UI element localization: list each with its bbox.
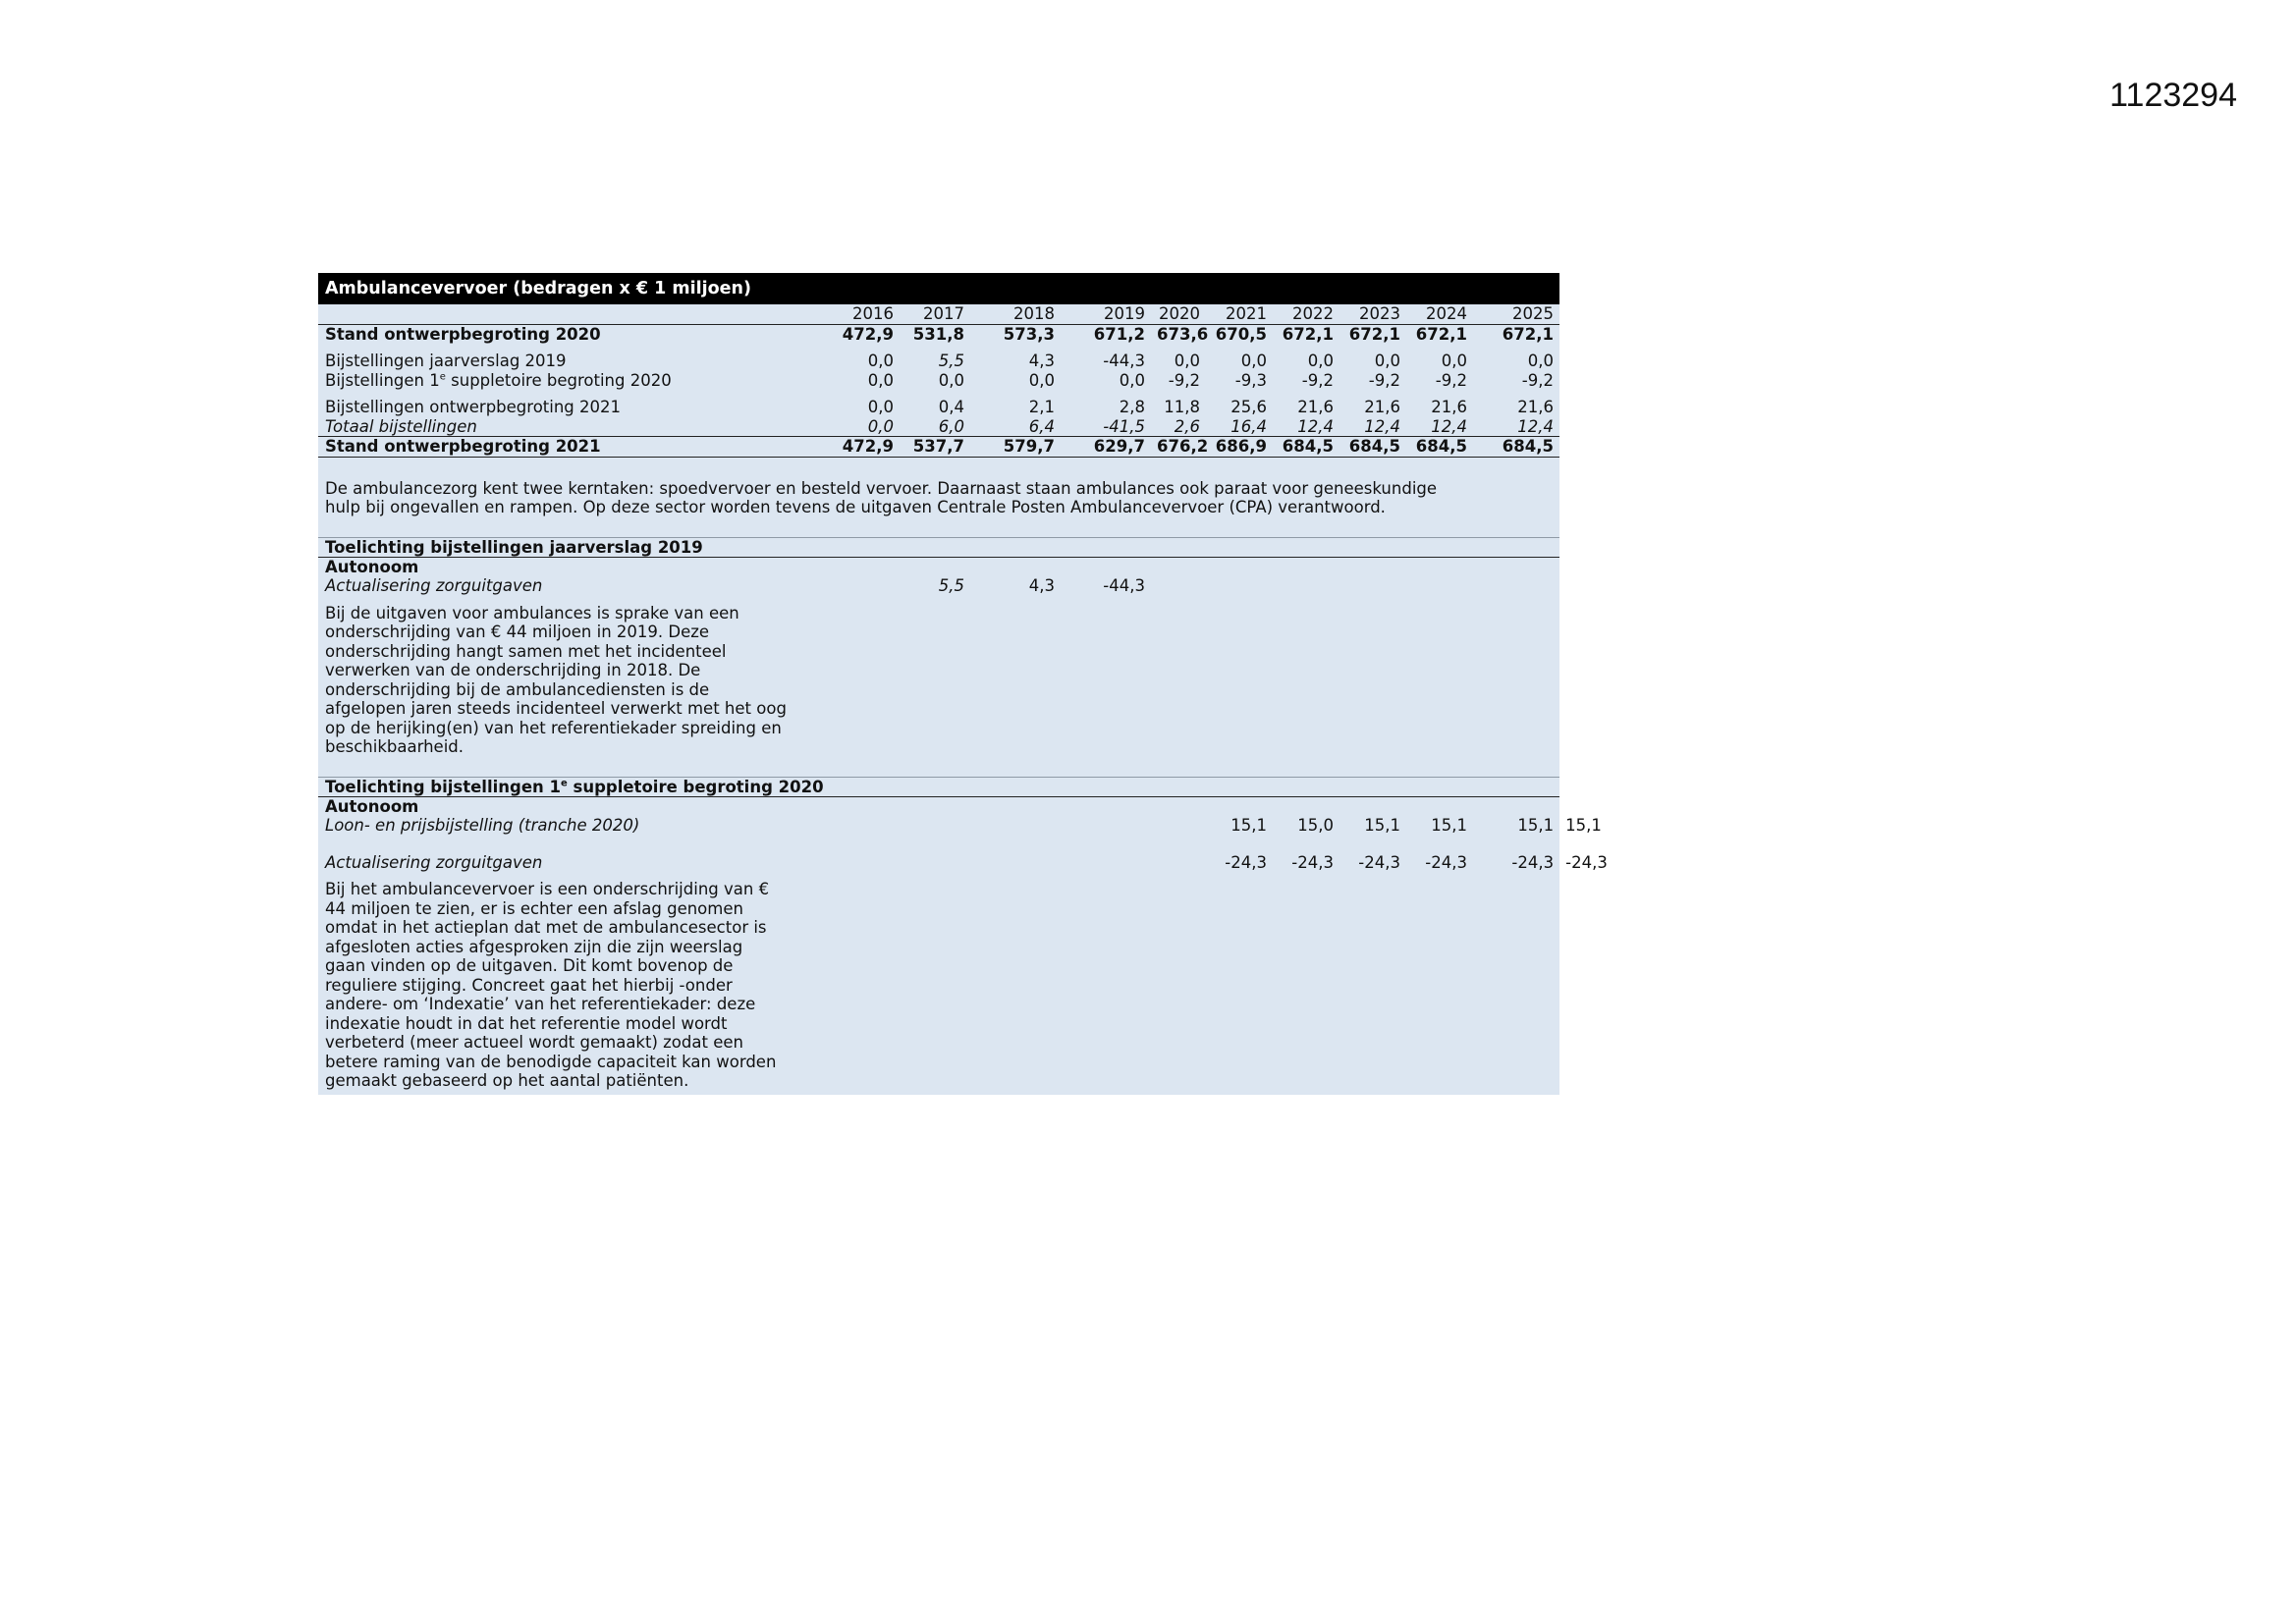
cell: 12,4	[1297, 416, 1334, 436]
cell: 684,5	[1406, 437, 1473, 458]
cell: 0,0	[1374, 352, 1400, 370]
cell: 0,0	[1174, 352, 1200, 370]
row-actualisering-2020: Actualisering zorguitgaven -24,3 -24,3 -24,3 -24,3 -24,3 -24,3	[318, 853, 1559, 873]
cell: -9,2	[1368, 370, 1400, 390]
cell: 531,8	[912, 324, 964, 344]
year-header: 2022	[1273, 304, 1339, 324]
year-header: 2020	[1151, 304, 1206, 324]
cell: 0,0	[938, 370, 964, 390]
cell: -9,2	[1301, 370, 1334, 390]
cell: 15,0	[1297, 816, 1334, 835]
cell: 671,2	[1093, 324, 1145, 344]
cell: 6,4	[1028, 416, 1055, 436]
cell: -44,3	[1103, 576, 1145, 595]
cell: 15,1	[1364, 816, 1400, 835]
cell: 472,9	[842, 324, 894, 344]
section2-note: Bij het ambulancevervoer is een onderschrijding van € 44 miljoen te zien, er is echter een afslag genomen omdat in het actieplan dat met de ambulancesector is afgesloten acties afgesproken zijn die zijn weerslag gaan vinden op de uitgaven. Dit komt bovenop de reguliere stijging. Concreet gaat het hierbij -onder andere- om ‘Indexatie’ van het referentiekader: deze indexatie houdt in dat het referentie model wordt verbeterd (meer actueel wordt gemaakt) zodat een betere raming van de benodigde capaciteit kan worden gemaakt gebaseerd op het aantal patiënten.	[325, 880, 777, 1090]
section2-table	[318, 796, 1608, 873]
row-label: Loon- en prijsbijstelling (tranche 2020)	[325, 816, 640, 835]
row-label: Bijstellingen ontwerpbegroting 2021	[325, 398, 622, 416]
cell: 21,6	[1517, 398, 1554, 416]
cell: 0,0	[867, 416, 894, 436]
cell: 11,8	[1164, 398, 1200, 416]
section-heading-suppletoire: Toelichting bijstellingen 1e suppletoire begroting 2020	[318, 777, 1559, 797]
cell: 0,0	[867, 352, 894, 370]
cell: -24,3	[1425, 852, 1467, 872]
subheading-autonoom: Autonoom	[325, 796, 419, 816]
cell: 0,4	[938, 398, 964, 416]
cell: -24,3	[1225, 852, 1267, 872]
year-header-row	[318, 304, 1559, 324]
cell: 0,0	[1028, 370, 1055, 390]
cell: 5,5	[938, 352, 964, 370]
cell: 2,8	[1119, 398, 1145, 416]
cell: 0,0	[867, 398, 894, 416]
row-label: Stand ontwerpbegroting 2020	[325, 324, 601, 344]
row-stand-2020	[318, 324, 1559, 344]
cell: 684,5	[1339, 437, 1406, 458]
year-header: 2023	[1339, 304, 1406, 324]
cell: -41,5	[1103, 416, 1145, 436]
row-loon-prijsbijstelling: Loon- en prijsbijstelling (tranche 2020) 15,1 15,0 15,1 15,1 15,1 15,1	[318, 816, 1559, 836]
cell: 537,7	[900, 437, 970, 458]
cell: 12,4	[1517, 416, 1554, 436]
intro-paragraph: De ambulancezorg kent twee kerntaken: spoedvervoer en besteld vervoer. Daarnaast staan ambulances ook paraat voor geneeskundige hulp bij ongevallen en rampen. Op deze sector worden tevens de uitgaven Centrale Posten Ambulancevervoer (CPA) verantwoord.	[325, 478, 1438, 516]
section1-note: Bij de uitgaven voor ambulances is sprake van een onderschrijding van € 44 miljoen in 2019. Deze onderschrijding hangt samen met het incidenteel verwerken van de onderschrijding in 2018. De onderschrijding bij de ambulancediensten is de afgelopen jaren steeds incidenteel verwerkt met het oog op de herijking(en) van het referentiekader spreiding en beschikbaarheid.	[325, 603, 787, 756]
cell: 0,0	[1441, 352, 1467, 370]
row-label: Bijstellingen 1e suppletoire begroting 2020	[325, 370, 672, 390]
row-jaarverslag-2019	[318, 352, 1559, 371]
table-title: Ambulancevervoer (bedragen x € 1 miljoen)	[318, 273, 1559, 304]
cell: -9,3	[1234, 370, 1267, 390]
cell: 672,1	[1348, 324, 1400, 344]
cell: 21,6	[1297, 398, 1334, 416]
row-label: Totaal bijstellingen	[325, 416, 477, 436]
cell: 579,7	[970, 437, 1061, 458]
cell: 15,1	[1431, 816, 1467, 835]
cell: -24,3	[1291, 852, 1334, 872]
row-suppletoire-2020	[318, 371, 1559, 391]
cell: 0,0	[867, 370, 894, 390]
cell: 15,1	[1230, 816, 1267, 835]
cell: 4,3	[1028, 352, 1055, 370]
cell: -24,3	[1511, 852, 1555, 872]
cell: 0,0	[1240, 352, 1267, 370]
cell: -44,3	[1103, 352, 1145, 370]
cell: 0,0	[1527, 352, 1554, 370]
row-label: Stand ontwerpbegroting 2021	[318, 437, 829, 458]
cell: 2,1	[1028, 398, 1055, 416]
row-stand-2021	[318, 437, 1559, 458]
cell: 16,4	[1230, 416, 1267, 436]
cell: 21,6	[1431, 398, 1467, 416]
document-id: 1123294	[2109, 77, 2237, 114]
cell: 21,6	[1364, 398, 1400, 416]
cell: 673,6	[1157, 324, 1209, 344]
cell: 672,1	[1415, 324, 1467, 344]
row-actualisering-2019	[318, 576, 1559, 596]
cell: 4,3	[1028, 576, 1055, 595]
cell: 6,0	[938, 416, 964, 436]
cell: 684,5	[1273, 437, 1339, 458]
cell: 670,5	[1215, 324, 1267, 344]
section-heading-jaarverslag: Toelichting bijstellingen jaarverslag 2019	[318, 537, 1559, 558]
cell: 0,0	[1119, 370, 1145, 390]
cell: -9,2	[1435, 370, 1467, 390]
cell: 12,4	[1431, 416, 1467, 436]
cell: 25,6	[1230, 398, 1267, 416]
cell: 12,4	[1364, 416, 1400, 436]
year-header: 2021	[1206, 304, 1273, 324]
year-header: 2018	[970, 304, 1061, 324]
cell: 684,5	[1473, 437, 1559, 458]
subheading-autonoom: Autonoom	[325, 557, 419, 576]
cell: -9,2	[1521, 370, 1554, 390]
row-label: Actualisering zorguitgaven	[325, 576, 543, 595]
cell: 573,3	[1003, 324, 1055, 344]
cell: 15,1	[1517, 816, 1555, 835]
year-header: 2024	[1406, 304, 1473, 324]
cell: 472,9	[829, 437, 900, 458]
year-header: 2019	[1061, 304, 1151, 324]
row-label: Actualisering zorguitgaven	[325, 852, 543, 872]
cell: 629,7	[1061, 437, 1151, 458]
cell: 672,1	[1282, 324, 1334, 344]
cell: 2,6	[1174, 416, 1200, 436]
cell: 676,2	[1151, 437, 1206, 458]
budget-table	[318, 304, 1559, 458]
row-ontwerpbegroting-2021	[318, 398, 1559, 417]
row-label: Bijstellingen jaarverslag 2019	[325, 352, 567, 370]
cell: 5,5	[938, 576, 964, 595]
cell: -24,3	[1358, 852, 1400, 872]
cell: -9,2	[1168, 370, 1200, 390]
year-header: 2016	[829, 304, 900, 324]
cell: 686,9	[1206, 437, 1273, 458]
year-header: 2017	[900, 304, 970, 324]
cell: 672,1	[1502, 324, 1554, 344]
year-header: 2025	[1473, 304, 1559, 324]
budget-panel	[318, 273, 1608, 1095]
row-totaal-bijstellingen	[318, 417, 1559, 437]
cell: 0,0	[1307, 352, 1334, 370]
section1-table	[318, 558, 1559, 596]
